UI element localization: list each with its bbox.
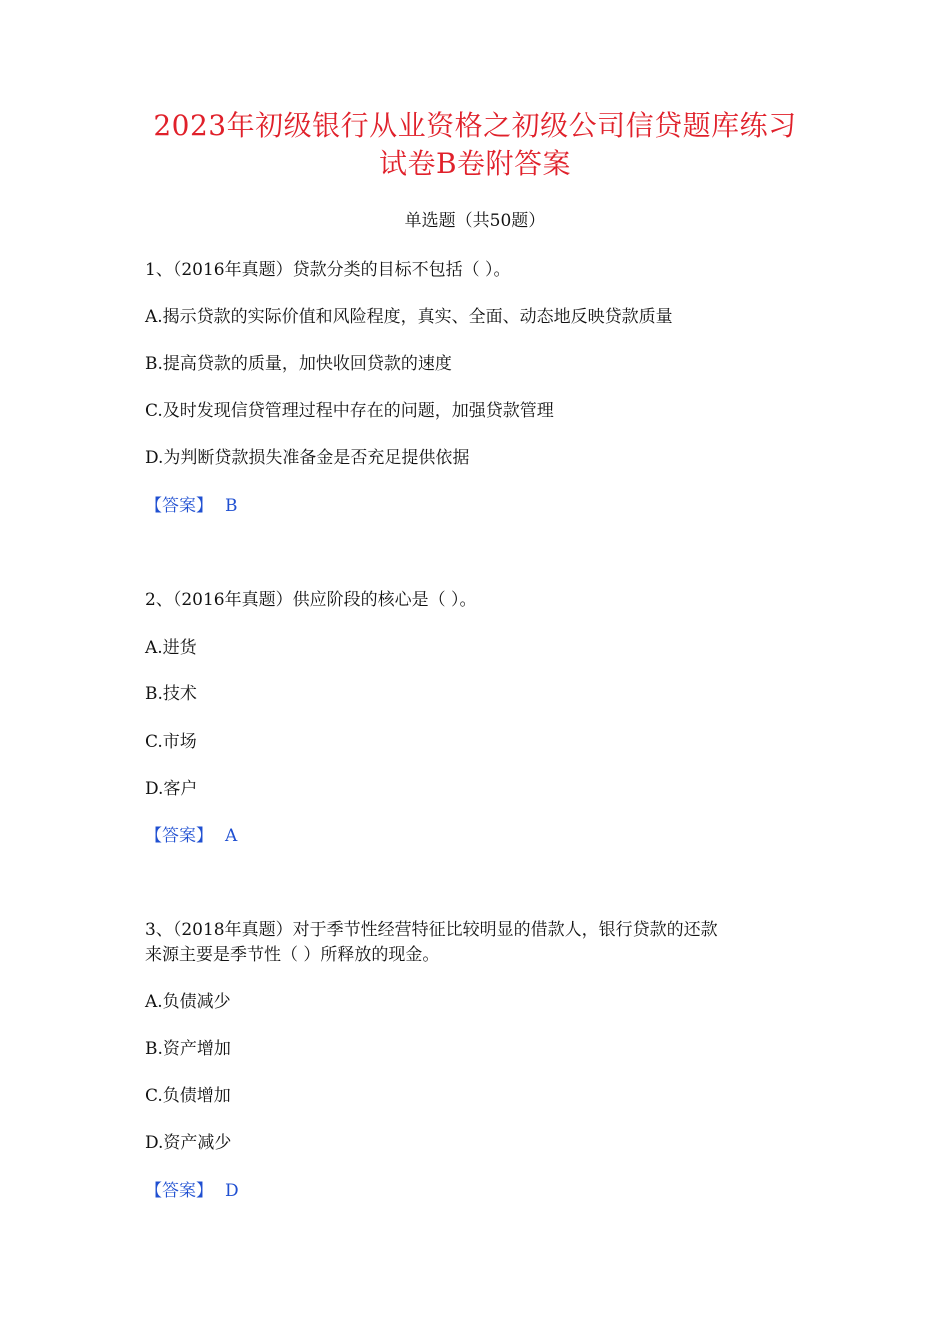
question-1-stem: 1、（2016年真题）贷款分类的目标不包括（ ）。 [145,260,511,280]
section-heading: 单选题（共50题） [404,211,546,231]
question-1-answer [145,493,238,519]
question-1-option-c: C.及时发现信贷管理过程中存在的问题，加强贷款管理 [145,401,554,421]
answer-label: 【答案】 [145,826,213,846]
answer-label: 【答案】 [145,496,213,516]
question-2-option-a: A.进货 [145,638,197,658]
question-2-option-c: C.市场 [145,732,197,752]
question-3-option-c: C.负债增加 [145,1086,231,1106]
answer-value: D [225,1181,239,1201]
question-2-option-d: D.客户 [145,779,198,799]
question-2-stem: 2、（2016年真题）供应阶段的核心是（ ）。 [145,590,477,610]
document-title-line-2: 试卷B卷附答案 [378,147,572,180]
question-1-option-b: B.提高贷款的质量，加快收回贷款的速度 [145,354,452,374]
question-1-option-a: A.揭示贷款的实际价值和风险程度，真实、全面、动态地反映贷款质量 [145,307,673,327]
question-3-option-d: D.资产减少 [145,1133,232,1153]
answer-value: A [225,826,238,846]
document-title-line-1: 2023年初级银行从业资格之初级公司信贷题库练习 [153,109,797,142]
question-3-option-a: A.负债减少 [145,992,231,1012]
answer-value: B [225,496,238,516]
question-3-answer [145,1178,239,1204]
question-1-option-d: D.为判断贷款损失准备金是否充足提供依据 [145,448,470,468]
question-3-option-b: B.资产增加 [145,1039,231,1059]
question-3-stem-line-2: 来源主要是季节性（ ）所释放的现金。 [145,945,440,965]
question-2-option-b: B.技术 [145,684,197,704]
question-2-answer [145,823,237,849]
question-3-stem-line-1: 3、（2018年真题）对于季节性经营特征比较明显的借款人，银行贷款的还款 [145,920,718,940]
answer-label: 【答案】 [145,1181,213,1201]
